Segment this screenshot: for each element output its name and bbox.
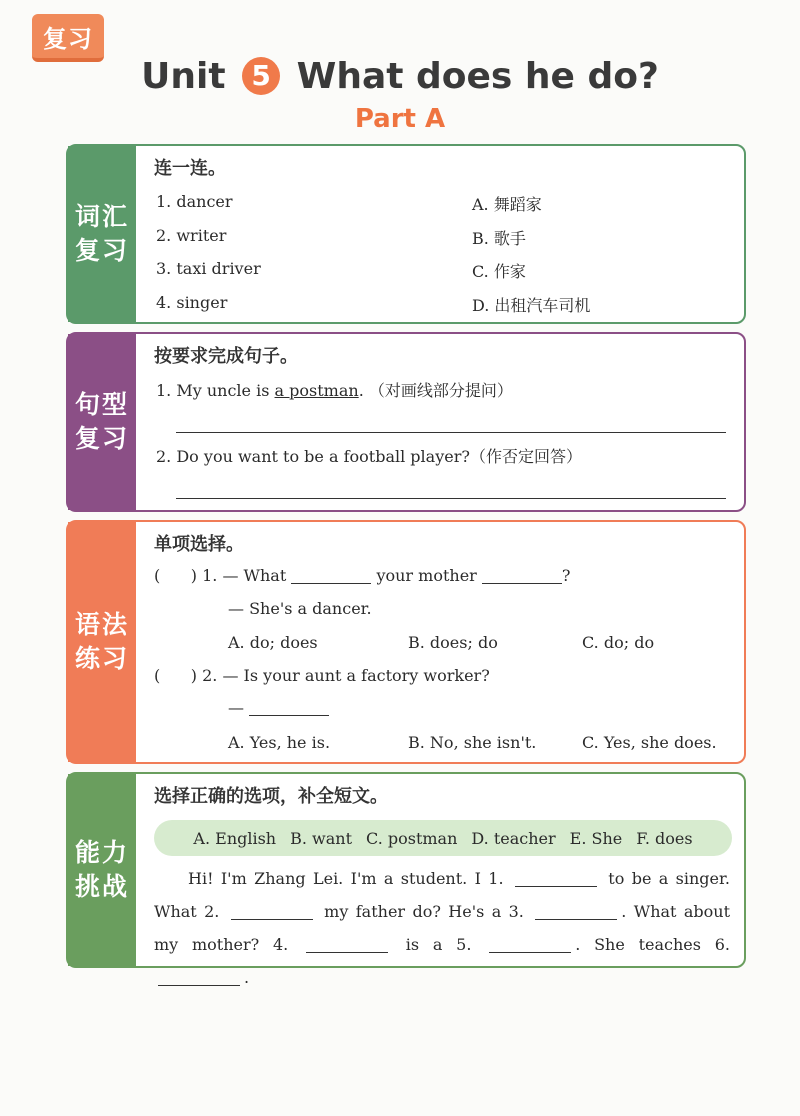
ability-tab-line1: 能力 xyxy=(74,838,129,867)
vocab-right-item: D. 出租汽车司机 xyxy=(472,296,591,315)
q1-text-a: 1. — What xyxy=(202,566,287,585)
sentence-instruction: 按要求完成句子。 xyxy=(154,346,298,367)
sentence-tab xyxy=(68,334,136,510)
q1-blank-2[interactable] xyxy=(482,567,562,584)
vocab-tab-line2: 复习 xyxy=(74,236,129,265)
sentence-question-1 xyxy=(156,378,513,401)
vocab-left-item: 4. singer xyxy=(156,293,228,312)
review-badge: 复习 xyxy=(32,14,104,62)
grammar-tab-line1: 语法 xyxy=(74,610,129,639)
word-bank-option: B. want xyxy=(290,828,353,848)
grammar-instruction: 单项选择。 xyxy=(154,534,244,555)
passage-blank-6[interactable] xyxy=(158,969,240,986)
passage-blank-4[interactable] xyxy=(306,936,388,953)
q1-option-c: C. do; do xyxy=(582,633,655,652)
ability-tab-line2: 挑战 xyxy=(74,872,129,901)
word-bank-option: F. does xyxy=(636,828,693,848)
passage-text: Hi! I'm Zhang Lei. I'm a student. I 1. xyxy=(188,869,504,888)
grammar-section xyxy=(66,520,746,764)
vocab-tab-line1: 词汇 xyxy=(74,202,129,231)
sentence-section xyxy=(66,332,746,512)
q1-underlined-phrase: a postman xyxy=(274,381,359,400)
passage xyxy=(154,862,730,994)
vocab-right-item: C. 作家 xyxy=(472,262,526,281)
word-bank xyxy=(154,820,732,856)
grammar-question-2 xyxy=(154,666,490,685)
passage-text: . xyxy=(244,968,250,987)
q1-option-a: A. do; does xyxy=(228,633,318,652)
answer-line-2[interactable] xyxy=(176,498,726,499)
vocab-right-item: B. 歌手 xyxy=(472,229,526,248)
q2-answer-line xyxy=(228,698,329,717)
passage-blank-5[interactable] xyxy=(489,936,571,953)
q1-requirement: . （对画线部分提问） xyxy=(358,381,513,400)
vocab-right-item: A. 舞蹈家 xyxy=(472,195,542,214)
vocab-left-item: 3. taxi driver xyxy=(156,259,261,278)
q2-blank[interactable] xyxy=(249,699,329,716)
vocab-left-item: 2. writer xyxy=(156,226,227,245)
q1-text-b: your mother xyxy=(376,566,477,585)
unit-number-circle: 5 xyxy=(242,57,280,95)
vocab-left-item: 1. dancer xyxy=(156,192,233,211)
passage-text: . What about my mother? 4. xyxy=(154,902,730,954)
vocab-tab xyxy=(68,146,136,322)
sentence-question-2: 2. Do you want to be a football player?（作否定回答） xyxy=(156,447,582,466)
title-unit-word: Unit xyxy=(141,56,226,97)
answer-line-1[interactable] xyxy=(176,432,726,433)
word-bank-option: E. She xyxy=(569,828,623,848)
q2-text: 2. — Is your aunt a factory worker? xyxy=(202,666,490,685)
passage-text: . She teaches 6. xyxy=(575,935,730,954)
q2-option-a: A. Yes, he is. xyxy=(228,733,331,752)
grammar-tab-line2: 练习 xyxy=(74,644,129,673)
passage-blank-2[interactable] xyxy=(231,903,313,920)
page-subtitle: Part A xyxy=(354,104,446,134)
ability-instruction: 选择正确的选项，补全短文。 xyxy=(154,786,388,807)
q2-dash: — xyxy=(228,698,244,717)
passage-text: to be a singer. What 2. xyxy=(154,869,730,921)
answer-paren-2[interactable]: ( ) xyxy=(154,666,197,685)
page-title xyxy=(0,56,800,97)
title-question: What does he do? xyxy=(296,56,659,97)
q1-text-c: ? xyxy=(561,566,571,585)
passage-text: is a 5. xyxy=(405,935,472,954)
q1-text: 1. My uncle is xyxy=(156,381,270,400)
ability-section xyxy=(66,772,746,987)
vocab-instruction: 连一连。 xyxy=(154,158,226,179)
q2-option-b: B. No, she isn't. xyxy=(408,733,537,752)
passage-text: my father do? He's a 3. xyxy=(324,902,524,921)
sentence-tab-line2: 复习 xyxy=(74,424,129,453)
q1-answer: — She's a dancer. xyxy=(228,599,372,618)
passage-blank-3[interactable] xyxy=(535,903,617,920)
sentence-tab-line1: 句型 xyxy=(74,390,129,419)
answer-paren-1[interactable]: ( ) xyxy=(154,566,197,585)
ability-tab xyxy=(68,774,136,966)
word-bank-option: A. English xyxy=(193,828,277,848)
grammar-question-1 xyxy=(154,566,570,585)
vocab-section xyxy=(66,144,746,324)
q2-option-c: C. Yes, she does. xyxy=(582,733,717,752)
q1-option-b: B. does; do xyxy=(408,633,498,652)
word-bank-option: D. teacher xyxy=(471,828,556,848)
q1-blank-1[interactable] xyxy=(291,567,371,584)
word-bank-option: C. postman xyxy=(366,828,458,848)
grammar-tab xyxy=(68,522,136,762)
passage-blank-1[interactable] xyxy=(515,870,597,887)
